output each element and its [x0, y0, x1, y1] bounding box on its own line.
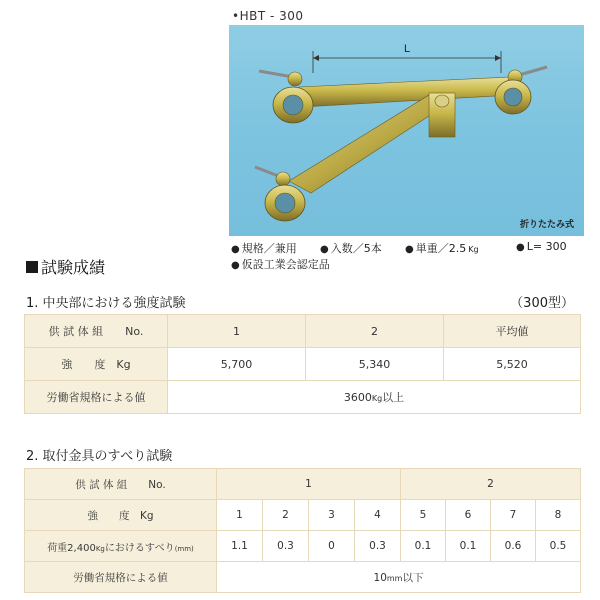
table-row — [25, 562, 581, 593]
sample-number: 7 — [491, 500, 536, 531]
test1-note: （300型） — [510, 296, 574, 311]
slip-value: 1.1 — [217, 531, 263, 562]
table-row — [25, 381, 581, 414]
folding-bracket-illustration — [229, 25, 584, 236]
slip-value: 0.5 — [536, 531, 581, 562]
spec-length: ● L= 300 — [516, 240, 567, 253]
clamp-bottom-left — [255, 167, 305, 221]
header-group-1: 1 — [217, 469, 401, 500]
table-row — [25, 531, 581, 562]
bullet-icon: ● — [405, 244, 414, 255]
product-photo — [229, 25, 584, 236]
slip-label: 荷重2,400Kgにおけるすべり(mm) — [25, 531, 217, 562]
test1-title: 1. 中央部における強度試験 — [26, 296, 186, 311]
bullet-icon: ● — [320, 244, 329, 255]
photo-caption: 折りたたみ式 — [519, 220, 574, 230]
square-bullet-icon — [26, 261, 38, 273]
strength-value-1: 5,700 — [168, 348, 306, 381]
sample-number: 2 — [263, 500, 309, 531]
header-average: 平均値 — [444, 315, 581, 348]
header-group-2: 2 — [401, 469, 581, 500]
header-label: 供 試 体 組 No. — [25, 469, 217, 500]
table-row — [25, 315, 581, 348]
strength-value-2: 5,340 — [306, 348, 444, 381]
standard-label: 労働省規格による値 — [25, 562, 217, 593]
sample-number: 5 — [401, 500, 446, 531]
strength-label: 強 度 Kg — [25, 500, 217, 531]
test2-title: 2. 取付金具のすべり試験 — [26, 449, 173, 464]
standard-value: 10mm以下 — [217, 562, 581, 593]
header-label: 供 試 体 組 No. — [25, 315, 168, 348]
slip-value: 0.3 — [263, 531, 309, 562]
slip-test-table — [24, 468, 581, 593]
clamp-right-top — [495, 67, 547, 114]
dimension-label: L — [403, 43, 411, 55]
sample-number: 4 — [355, 500, 401, 531]
sample-number: 1 — [217, 500, 263, 531]
slip-value: 0 — [309, 531, 355, 562]
bullet-icon: • — [232, 9, 240, 23]
standard-value: 3600Kg以上 — [168, 381, 581, 414]
slip-value: 0.6 — [491, 531, 536, 562]
standard-label: 労働省規格による値 — [25, 381, 168, 414]
top-bar — [299, 77, 513, 107]
bullet-icon: ● — [231, 244, 240, 255]
table-row — [25, 500, 581, 531]
bullet-icon: ● — [516, 242, 525, 253]
slip-value: 0.1 — [446, 531, 491, 562]
header-col-1: 1 — [168, 315, 306, 348]
clamp-left-top — [259, 71, 313, 123]
strength-label: 強 度 Kg — [25, 348, 168, 381]
bullet-icon: ● — [231, 260, 240, 271]
header-col-2: 2 — [306, 315, 444, 348]
sample-number: 3 — [309, 500, 355, 531]
dimension-line — [313, 43, 501, 73]
product-model: •HBT - 300 — [232, 9, 304, 23]
table-row — [25, 469, 581, 500]
strength-test-table — [24, 314, 581, 414]
table-row — [25, 348, 581, 381]
spec-standard: ● 規格／兼用 — [231, 242, 297, 255]
spec-weight: ● 単重／2.5 Kg — [405, 242, 479, 255]
section-title: 試験成績 — [26, 255, 105, 278]
sample-number: 8 — [536, 500, 581, 531]
slip-value: 0.3 — [355, 531, 401, 562]
sample-number: 6 — [446, 500, 491, 531]
strength-average: 5,520 — [444, 348, 581, 381]
spec-certification: ● 仮設工業会認定品 — [231, 258, 330, 271]
slip-value: 0.1 — [401, 531, 446, 562]
spec-quantity: ● 入数／5本 — [320, 242, 382, 255]
